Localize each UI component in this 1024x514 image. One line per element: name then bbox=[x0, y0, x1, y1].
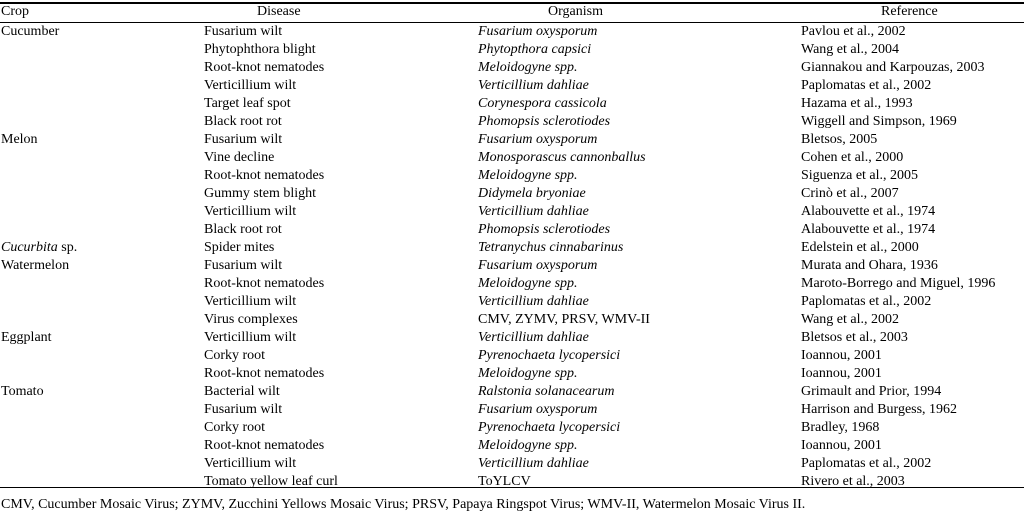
cell-disease: Verticillium wilt bbox=[204, 456, 297, 471]
cell-reference: Cohen et al., 2000 bbox=[801, 150, 904, 165]
cell-disease: Virus complexes bbox=[204, 312, 298, 327]
cell-disease: Fusarium wilt bbox=[204, 402, 283, 417]
column-header-crop: Crop bbox=[1, 4, 29, 19]
cell-crop: Eggplant bbox=[1, 330, 52, 345]
cell-reference: Wang et al., 2004 bbox=[801, 42, 900, 57]
cell-organism: Phomopsis sclerotiodes bbox=[478, 222, 611, 237]
cell-reference: Ioannou, 2001 bbox=[801, 438, 882, 453]
cell-disease: Root-knot nematodes bbox=[204, 60, 325, 75]
cell-reference: Alabouvette et al., 1974 bbox=[801, 222, 936, 237]
table-top-rule bbox=[0, 2, 1024, 4]
cell-reference: Edelstein et al., 2000 bbox=[801, 240, 919, 255]
column-header-reference: Reference bbox=[881, 4, 938, 19]
cell-reference: Paplomatas et al., 2002 bbox=[801, 294, 932, 309]
cell-organism: Fusarium oxysporum bbox=[478, 258, 598, 273]
cell-crop: Tomato bbox=[1, 384, 44, 399]
cell-reference: Bletsos, 2005 bbox=[801, 132, 878, 147]
cell-reference: Harrison and Burgess, 1962 bbox=[801, 402, 958, 417]
cell-disease: Fusarium wilt bbox=[204, 258, 283, 273]
cell-organism: Meloidogyne spp. bbox=[478, 276, 578, 291]
cell-organism: CMV, ZYMV, PRSV, WMV-II bbox=[478, 312, 650, 327]
cell-disease: Target leaf spot bbox=[204, 96, 291, 111]
cell-reference: Siguenza et al., 2005 bbox=[801, 168, 919, 183]
cell-reference: Giannakou and Karpouzas, 2003 bbox=[801, 60, 985, 75]
cell-organism: Corynespora cassicola bbox=[478, 96, 607, 111]
cell-disease: Spider mites bbox=[204, 240, 275, 255]
cell-disease: Black root rot bbox=[204, 114, 282, 129]
cell-disease: Root-knot nematodes bbox=[204, 168, 325, 183]
cell-reference: Grimault and Prior, 1994 bbox=[801, 384, 942, 399]
cell-organism: Monosporascus cannonballus bbox=[478, 150, 646, 165]
cell-organism: Didymela bryoniae bbox=[478, 186, 586, 201]
cell-organism: Fusarium oxysporum bbox=[478, 132, 598, 147]
cell-organism: Pyrenochaeta lycopersici bbox=[478, 420, 621, 435]
cell-disease: Root-knot nematodes bbox=[204, 366, 325, 381]
cell-organism: Pyrenochaeta lycopersici bbox=[478, 348, 621, 363]
cell-organism: Meloidogyne spp. bbox=[478, 438, 578, 453]
cell-disease: Corky root bbox=[204, 348, 266, 363]
cell-organism: ToYLCV bbox=[478, 474, 531, 489]
cell-disease: Fusarium wilt bbox=[204, 24, 283, 39]
cell-reference: Crinò et al., 2007 bbox=[801, 186, 899, 201]
cell-reference: Rivero et al., 2003 bbox=[801, 474, 905, 489]
cell-reference: Wang et al., 2002 bbox=[801, 312, 900, 327]
cell-crop: Cucurbita sp. bbox=[1, 240, 78, 255]
cell-organism: Meloidogyne spp. bbox=[478, 366, 578, 381]
cell-crop: Cucumber bbox=[1, 24, 60, 39]
cell-reference: Murata and Ohara, 1936 bbox=[801, 258, 938, 273]
cell-organism: Phytopthora capsici bbox=[478, 42, 592, 57]
cell-organism: Verticillium dahliae bbox=[478, 330, 589, 345]
cell-organism: Verticillium dahliae bbox=[478, 78, 589, 93]
cell-organism: Phomopsis sclerotiodes bbox=[478, 114, 611, 129]
cell-organism: Fusarium oxysporum bbox=[478, 24, 598, 39]
cell-organism: Tetranychus cinnabarinus bbox=[478, 240, 624, 255]
cell-organism: Meloidogyne spp. bbox=[478, 168, 578, 183]
cell-disease: Root-knot nematodes bbox=[204, 438, 325, 453]
cell-organism: Ralstonia solanacearum bbox=[478, 384, 615, 399]
column-header-organism: Organism bbox=[548, 4, 603, 19]
cell-disease: Bacterial wilt bbox=[204, 384, 280, 399]
cell-disease: Root-knot nematodes bbox=[204, 276, 325, 291]
cell-disease: Verticillium wilt bbox=[204, 204, 297, 219]
cell-crop: Watermelon bbox=[1, 258, 70, 273]
cell-reference: Bradley, 1968 bbox=[801, 420, 880, 435]
table-footnote: CMV, Cucumber Mosaic Virus; ZYMV, Zucchini Yellows Mosaic Virus; PRSV, Papaya Ringspot Virus; WMV-II, Watermelon Mosaic Virus II. bbox=[1, 497, 806, 512]
cell-disease: Corky root bbox=[204, 420, 266, 435]
cell-reference: Wiggell and Simpson, 1969 bbox=[801, 114, 957, 129]
cell-organism: Verticillium dahliae bbox=[478, 456, 589, 471]
cell-reference: Hazama et al., 1993 bbox=[801, 96, 913, 111]
cell-reference: Ioannou, 2001 bbox=[801, 348, 882, 363]
cell-organism: Verticillium dahliae bbox=[478, 204, 589, 219]
cell-disease: Phytophthora blight bbox=[204, 42, 316, 57]
cell-crop: Melon bbox=[1, 132, 38, 147]
cell-disease: Verticillium wilt bbox=[204, 78, 297, 93]
cell-reference: Alabouvette et al., 1974 bbox=[801, 204, 936, 219]
cell-reference: Maroto-Borrego and Miguel, 1996 bbox=[801, 276, 996, 291]
cell-organism: Verticillium dahliae bbox=[478, 294, 589, 309]
cell-reference: Bletsos et al., 2003 bbox=[801, 330, 908, 345]
cell-reference: Paplomatas et al., 2002 bbox=[801, 456, 932, 471]
cell-disease: Gummy stem blight bbox=[204, 186, 316, 201]
cell-reference: Paplomatas et al., 2002 bbox=[801, 78, 932, 93]
cell-organism: Fusarium oxysporum bbox=[478, 402, 598, 417]
cell-disease: Fusarium wilt bbox=[204, 132, 283, 147]
cell-disease: Tomato yellow leaf curl bbox=[204, 474, 338, 489]
cell-disease: Black root rot bbox=[204, 222, 282, 237]
cell-disease: Verticillium wilt bbox=[204, 330, 297, 345]
column-header-disease: Disease bbox=[257, 4, 301, 19]
cell-reference: Pavlou et al., 2002 bbox=[801, 24, 906, 39]
cell-disease: Vine decline bbox=[204, 150, 275, 165]
cell-organism: Meloidogyne spp. bbox=[478, 60, 578, 75]
cell-disease: Verticillium wilt bbox=[204, 294, 297, 309]
cell-reference: Ioannou, 2001 bbox=[801, 366, 882, 381]
